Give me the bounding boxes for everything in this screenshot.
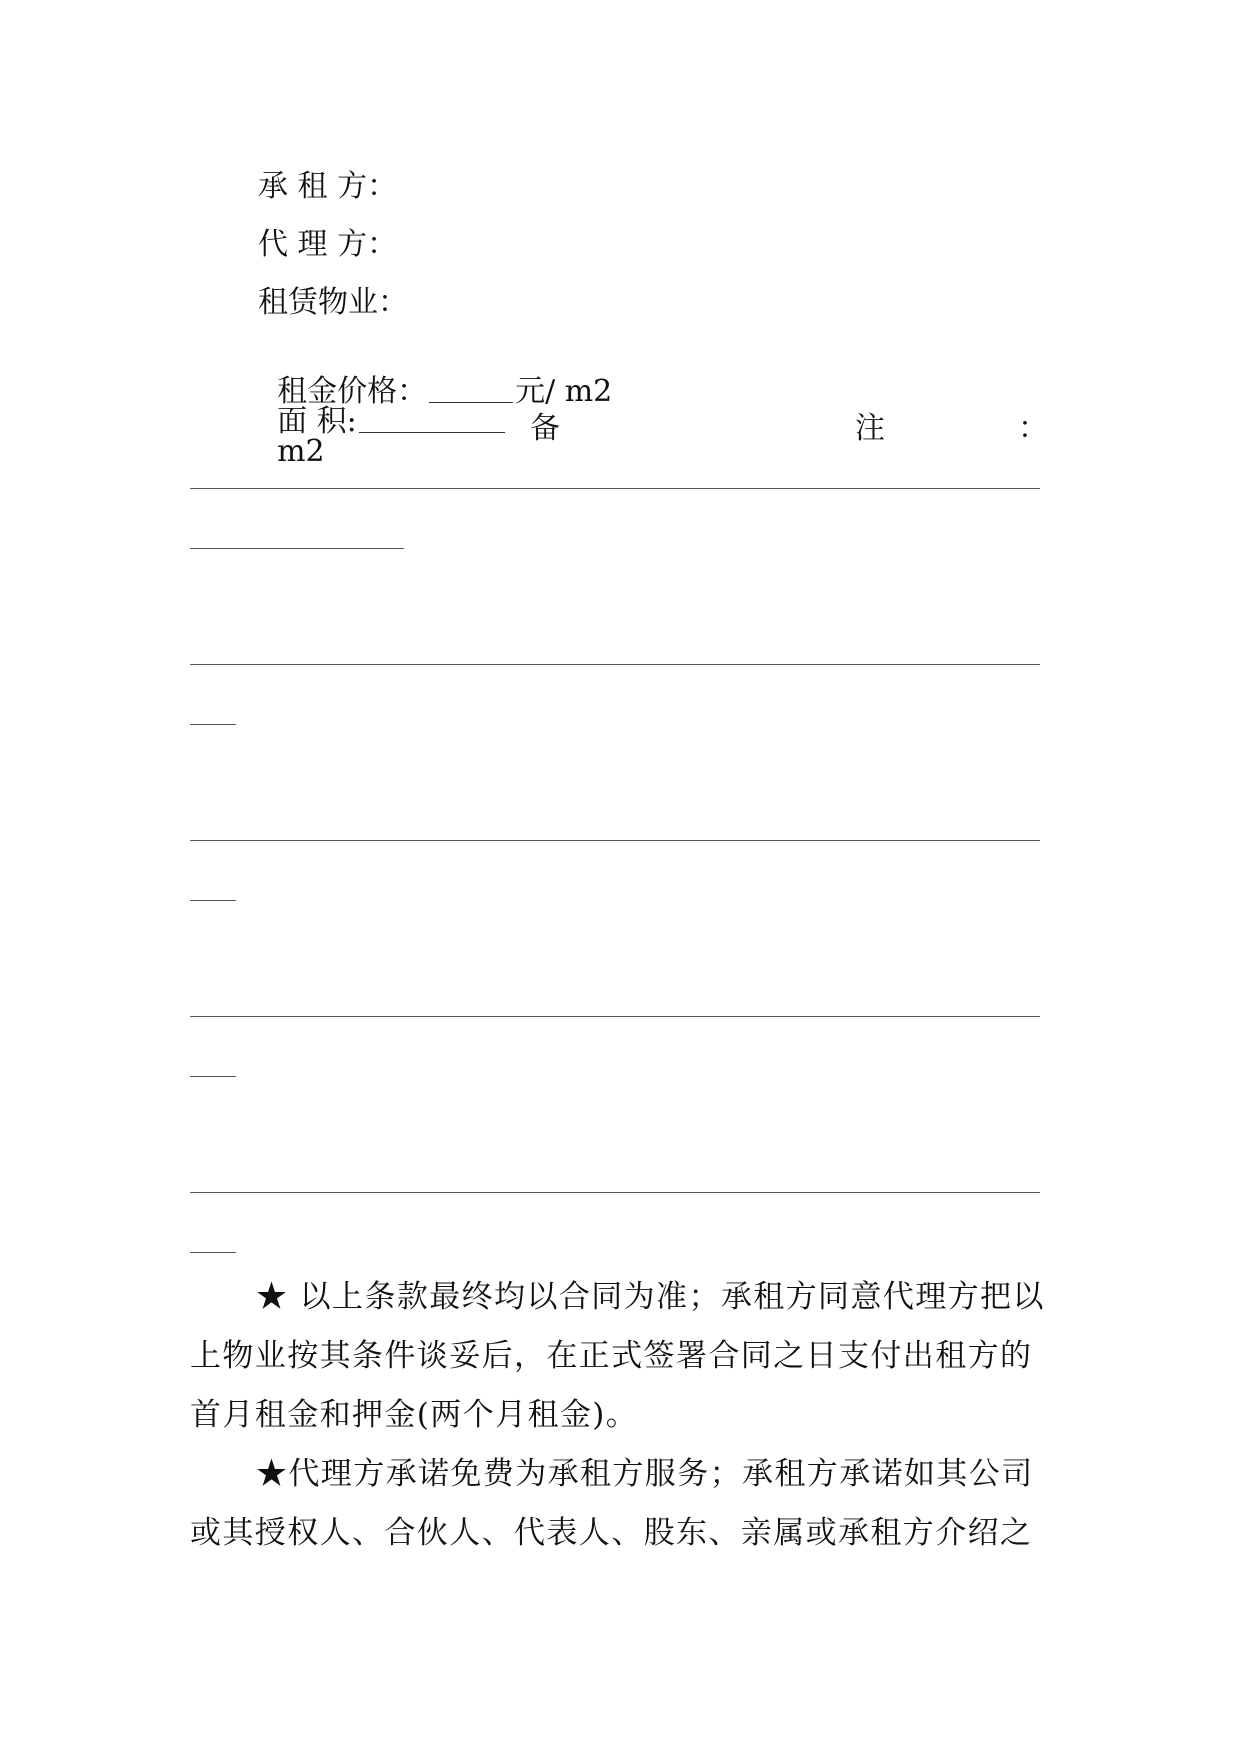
remarks-rule-2a[interactable] <box>190 664 1040 665</box>
area-label: 面 积: <box>277 404 357 439</box>
remarks-rule-4a[interactable] <box>190 1016 1040 1017</box>
remarks-rule-3a[interactable] <box>190 840 1040 841</box>
property-label: 租赁物业： <box>258 285 408 320</box>
remarks-rule-4b[interactable] <box>190 1076 236 1077</box>
remarks-rule-1a[interactable] <box>190 488 1040 489</box>
area-blank[interactable] <box>359 432 505 433</box>
lessee-label: 承 租 方： <box>258 169 398 204</box>
agent-label: 代 理 方： <box>258 227 398 262</box>
remarks-rule-5b[interactable] <box>190 1252 236 1253</box>
remarks-char-1: 备 <box>530 411 560 446</box>
remarks-rule-2b[interactable] <box>190 724 236 725</box>
clause-paragraph: ★ 以上条款最终均以合同为准；承租方同意代理方把以上物业按其条件谈妥后，在正式签署合同之日支付出租方的首月租金和押金(两个月租金)。 <box>190 1279 1045 1433</box>
clause-paragraph: ★代理方承诺免费为承租方服务；承租方承诺如其公司或其授权人、合伙人、代表人、股东、亲属或承租方介绍之 <box>190 1456 1034 1551</box>
price-unit: 元/ m2 <box>515 374 613 409</box>
price-label: 租金价格： <box>277 374 428 409</box>
remarks-char-2: 注 <box>855 411 885 446</box>
remarks-rule-1b[interactable] <box>190 548 404 549</box>
remarks-rule-3b[interactable] <box>190 900 236 901</box>
remarks-colon: ： <box>1018 411 1048 446</box>
remarks-rule-5a[interactable] <box>190 1192 1040 1193</box>
area-unit: m2 <box>277 434 325 469</box>
price-blank[interactable] <box>429 402 513 403</box>
